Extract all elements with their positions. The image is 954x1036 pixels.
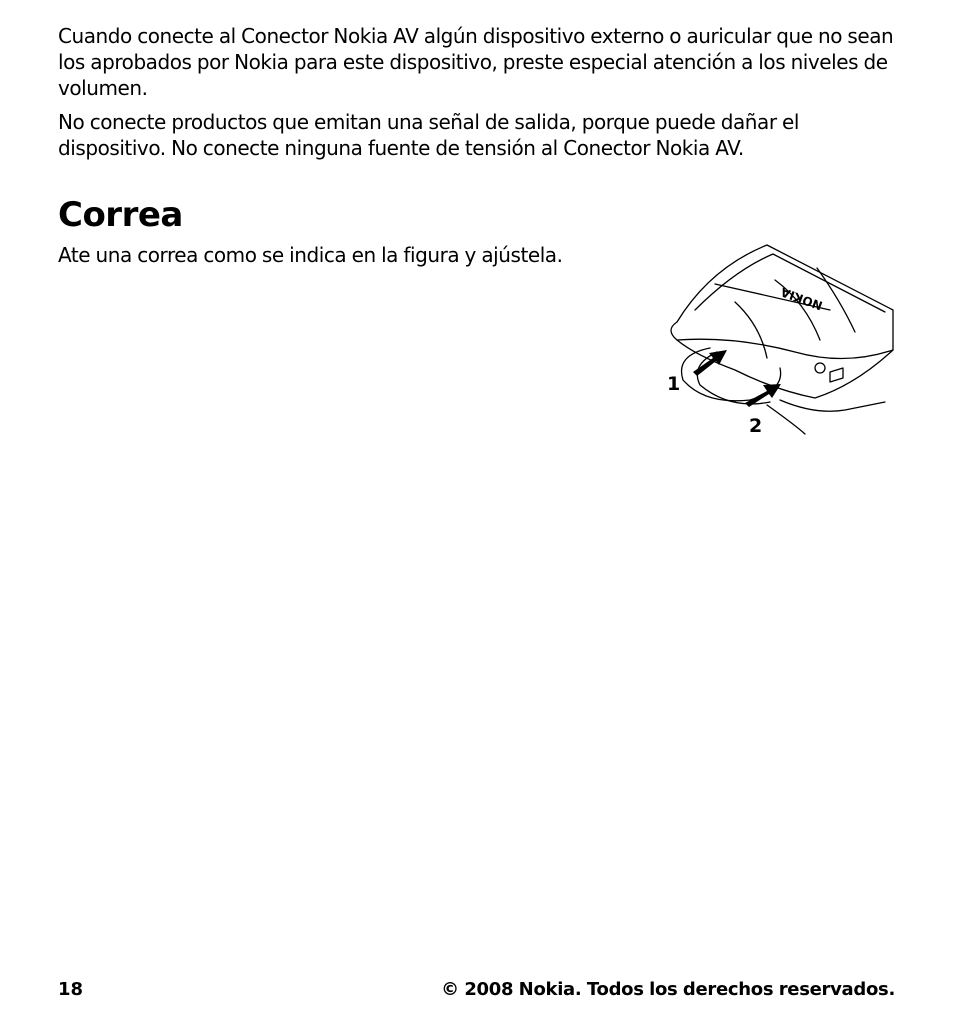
phone-top-edge — [695, 254, 885, 312]
warning-paragraph-volume: Cuando conecte al Conector Nokia AV algún dispositivo externo o auricular que no sean los aprobados por Nokia para este dispositivo, preste especial atención a los niveles de volumen. — [58, 24, 894, 100]
page-number: 18 — [58, 979, 84, 1000]
strap-attachment-illustration — [655, 240, 900, 435]
side-slot — [830, 368, 843, 382]
section-title: Correa — [58, 195, 183, 235]
section-text: Ate una correa como se indica en la figura y ajústela. — [58, 243, 563, 267]
step-2-label: 2 — [749, 415, 763, 435]
copyright-notice: © 2008 Nokia. Todos los derechos reservados. — [441, 979, 895, 1000]
step-1-label: 1 — [667, 373, 681, 395]
strap-cord — [767, 405, 805, 434]
phone-seam-1 — [735, 302, 767, 358]
phone-outline — [671, 245, 893, 398]
strap-cord-2 — [780, 400, 885, 411]
nokia-brand-label: NOKIA — [778, 284, 825, 313]
side-port — [815, 363, 825, 373]
warning-paragraph-signal: No conecte productos que emitan una señal de salida, porque puede dañar el dispositivo. No conecte ninguna fuente de tensión al Conector Nokia AV. — [58, 110, 799, 160]
